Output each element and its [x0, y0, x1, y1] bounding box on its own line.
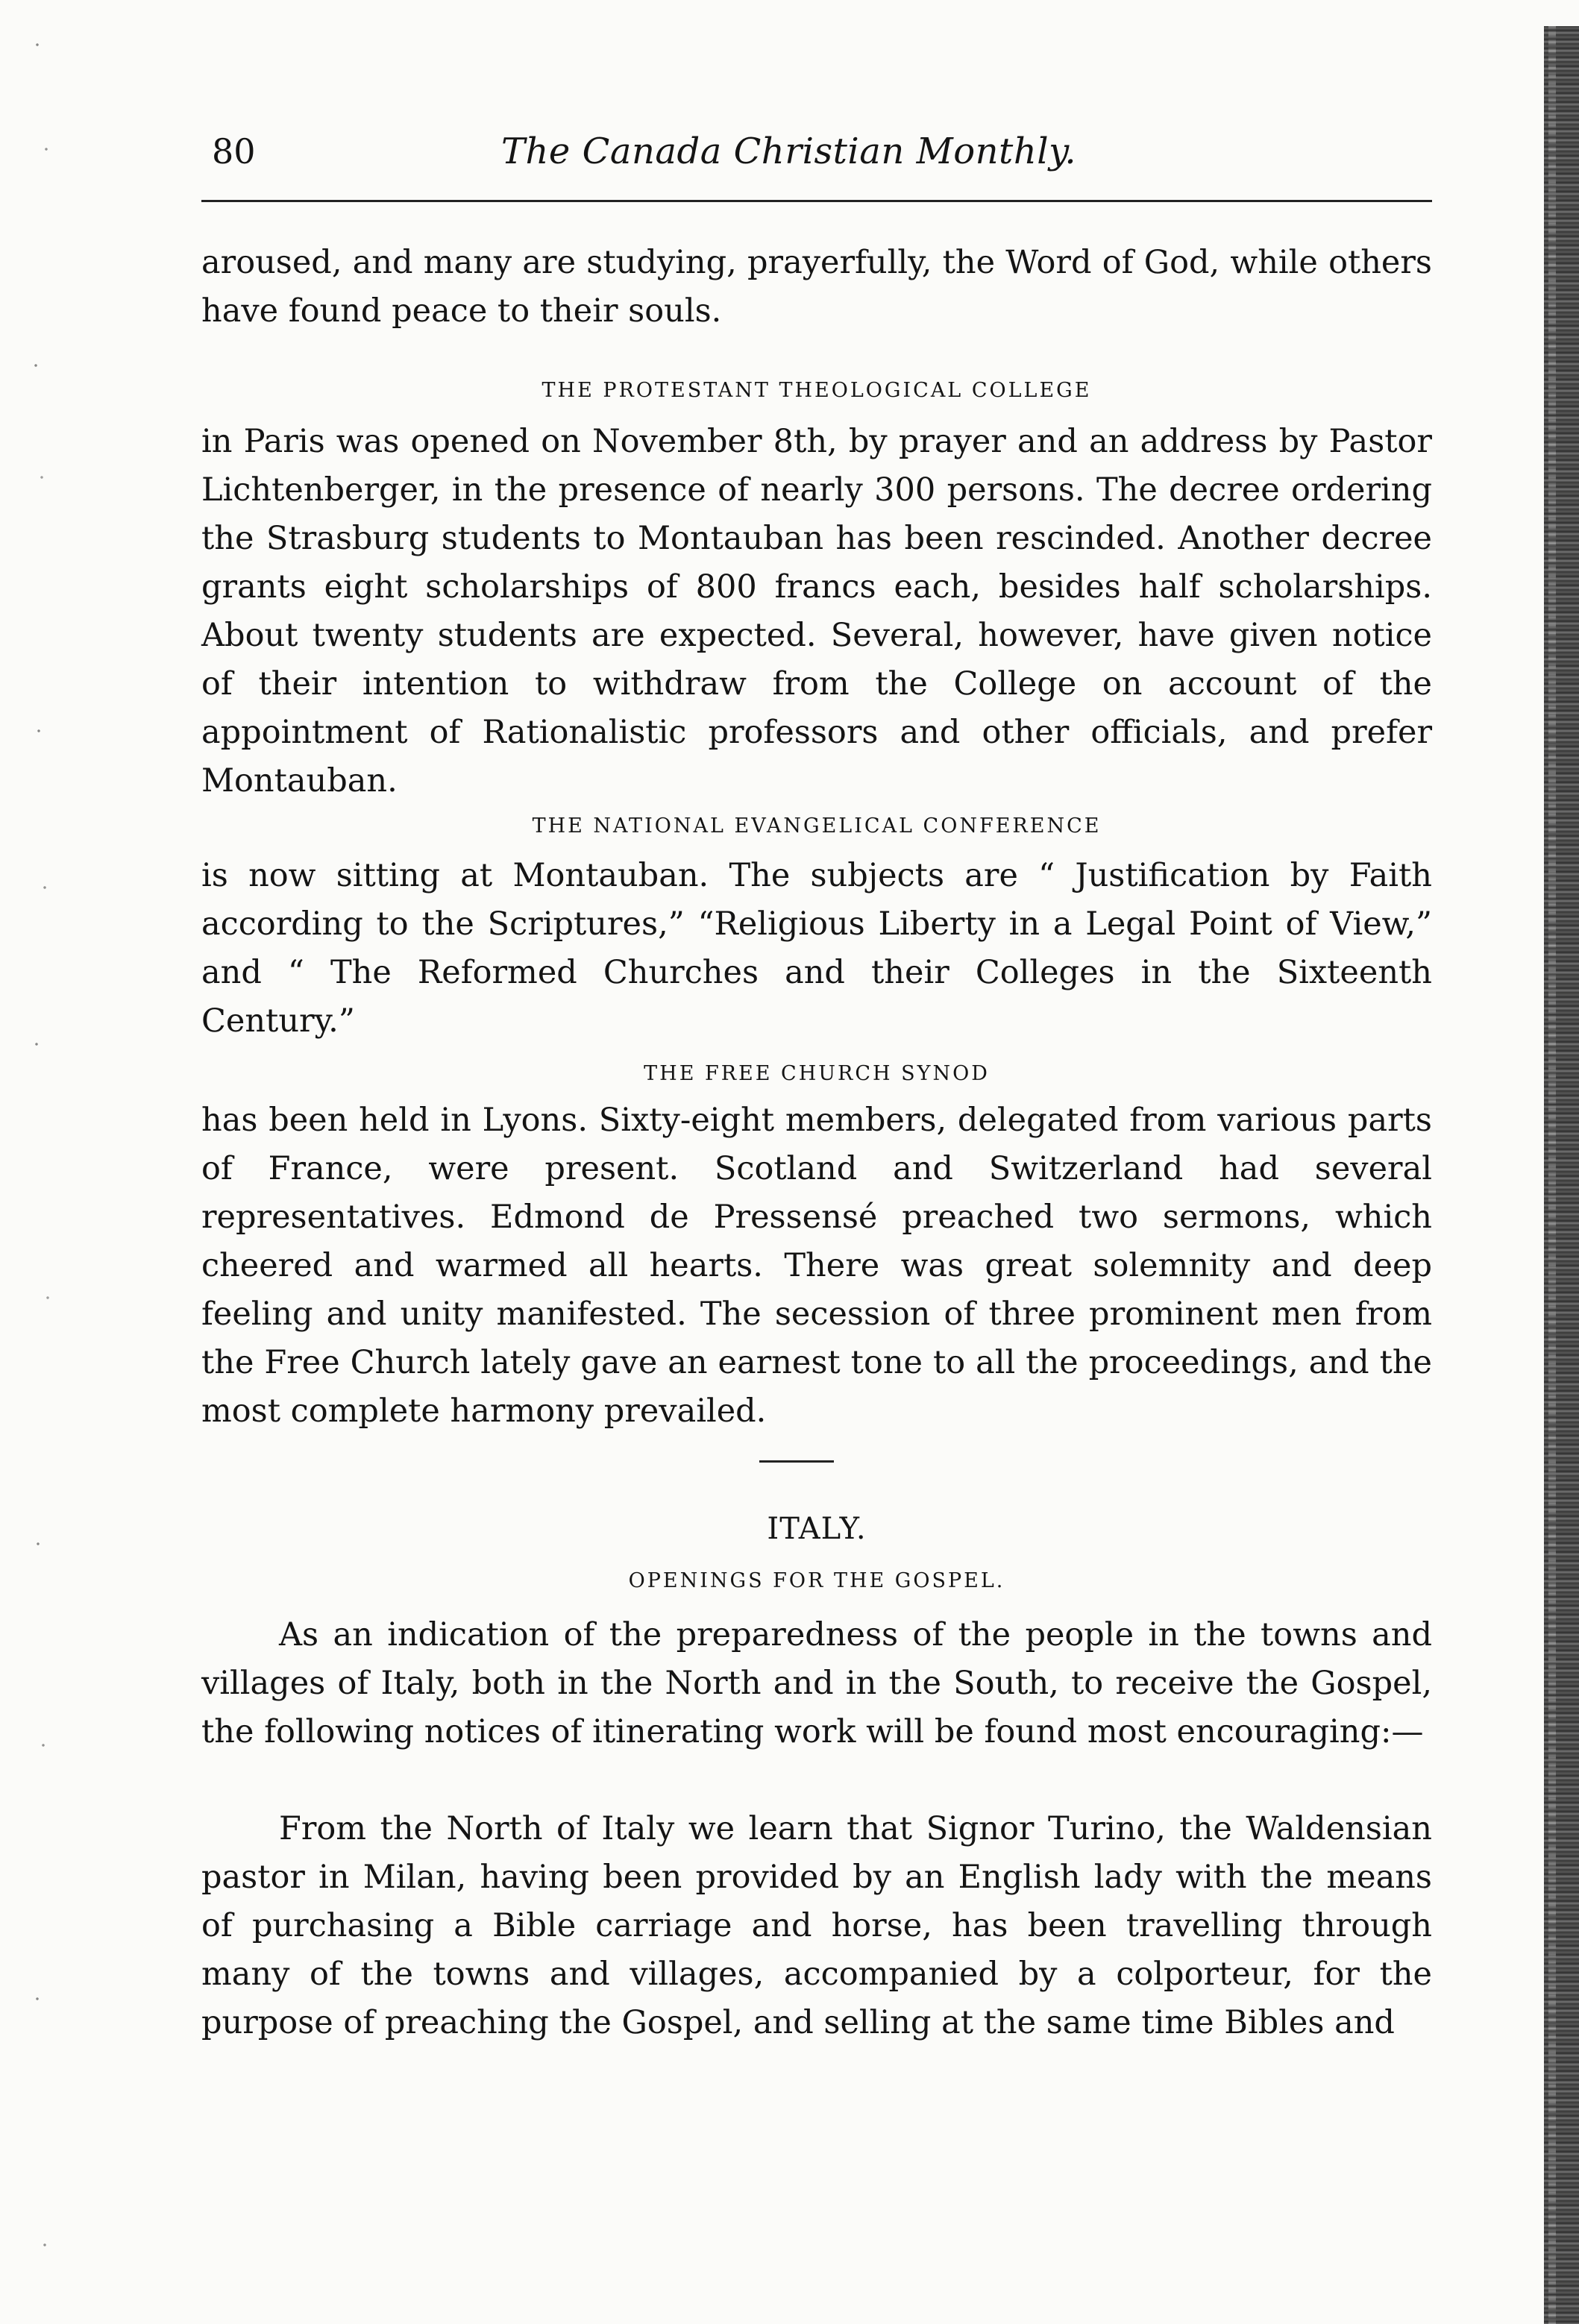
- paragraph-free-church-synod: has been held in Lyons. Sixty-eight members, delegated from various parts of France, were present. Scotland and Switzerland had several representatives. Edmond de Pressensé preached two sermons, which cheered and warmed all hearts. There was great solemnity and deep feeling and unity manifested. The secession of three prominent men from the Free Church lately gave an earnest tone to all the proceedings, and the most complete harmony prevailed.: [201, 1102, 1432, 1430]
- paragraph-continuation: aroused, and many are studying, prayerfully, the Word of God, while others have found peace to their souls.: [201, 244, 1432, 330]
- binding-edge-scan: [1544, 26, 1579, 2324]
- subheading-protestant-college: THE PROTESTANT THEOLOGICAL COLLEGE: [541, 379, 1092, 402]
- paragraph-national-conference: is now sitting at Montauban. The subjects are “ Justification by Faith according to the Scriptures,” “Religious Liberty in a Legal Point of View,” and “ The Reformed Churches and their Colleges in the Sixteenth Century.”: [201, 857, 1432, 1040]
- page-number: 80: [212, 131, 256, 172]
- running-title: The Canada Christian Monthly.: [501, 131, 1077, 172]
- paragraph-north-italy: From the North of Italy we learn that Signor Turino, the Waldensian pastor in Milan, having been provided by an English lady with the means of purchasing a Bible carriage and horse, has been travelling through many of the towns and villages, accompanied by a colporteur, for the purpose of preaching the Gospel, and selling at the same time Bibles and: [201, 1810, 1432, 2041]
- scan-noise-left-margin: [30, 15, 60, 2312]
- subheading-national-conference: THE NATIONAL EVANGELICAL CONFERENCE: [532, 814, 1102, 838]
- subheading-openings: OPENINGS FOR THE GOSPEL.: [628, 1569, 1005, 1592]
- section-divider: [759, 1460, 834, 1463]
- paragraph-protestant-college: in Paris was opened on November 8th, by prayer and an address by Pastor Lichtenberger, in the presence of nearly 300 persons. The decree ordering the Strasburg students to Montauban has been rescinded. Another decree grants eight scholarships of 800 francs each, besides half scholarships. About twenty students are expected. Several, however, have given notice of their intention to withdraw from the College on account of the appointment of Rationalistic professors and other officials, and prefer Montauban.: [201, 423, 1432, 800]
- paragraph-italy-intro: As an indication of the preparedness of the people in the towns and villages of Italy, both in the North and in the South, to receive the Gospel, the following notices of itinerating work will be found most encouraging:—: [201, 1616, 1432, 1750]
- section-title-italy: ITALY.: [767, 1512, 867, 1546]
- header-rule: [201, 200, 1432, 202]
- subheading-free-church-synod: THE FREE CHURCH SYNOD: [644, 1062, 990, 1085]
- page-header: [212, 125, 1428, 178]
